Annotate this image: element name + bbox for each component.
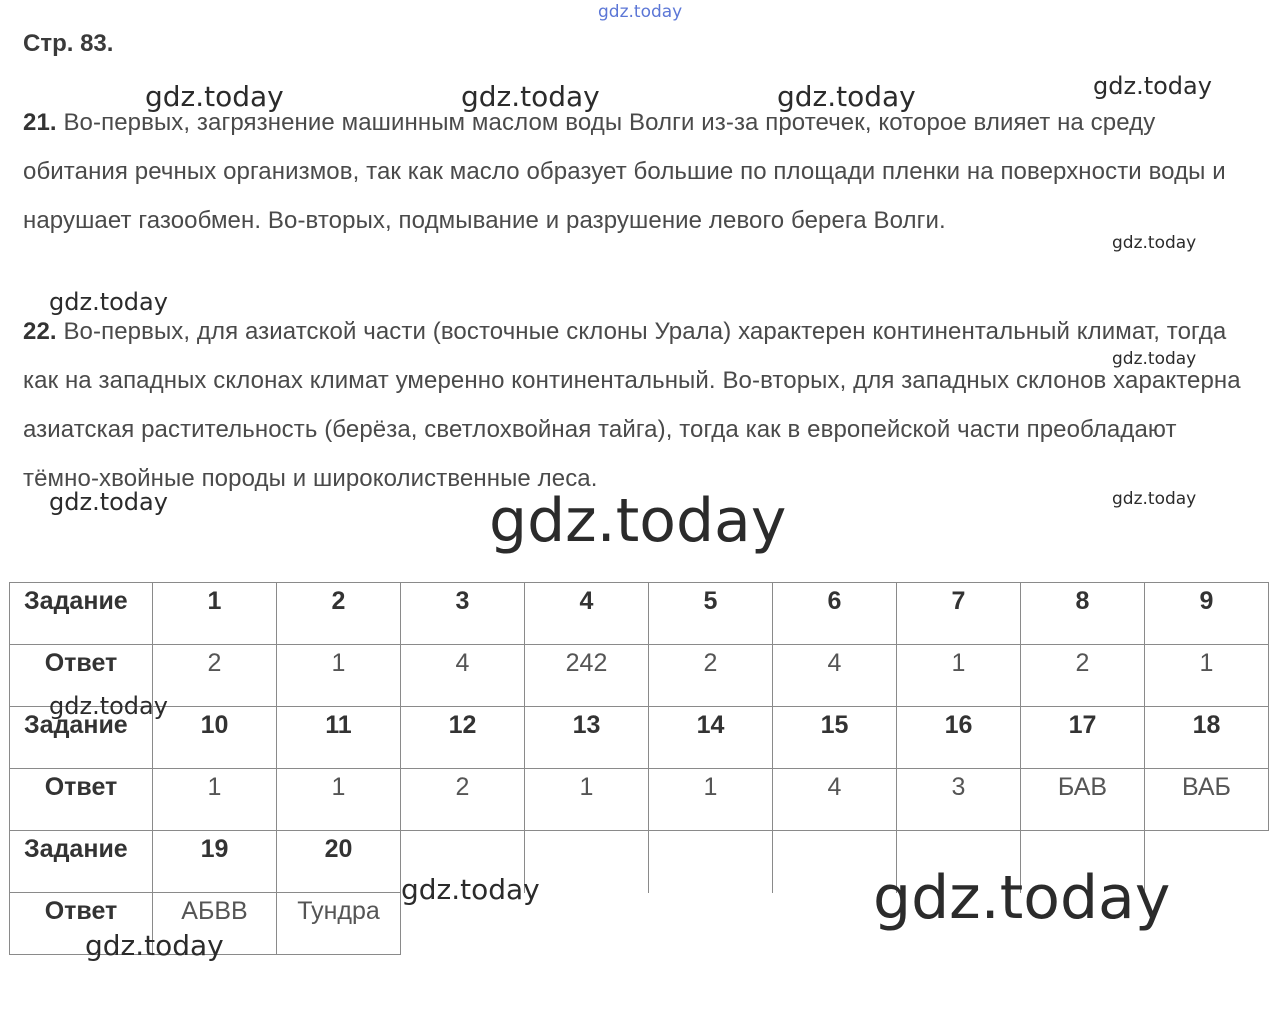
watermark: gdz.today (777, 80, 916, 113)
answer-label-cell: Ответ (10, 645, 153, 707)
answer-value-cell: 2 (1021, 645, 1145, 707)
answer-value-cell: 4 (773, 769, 897, 831)
empty-cell (1021, 893, 1145, 955)
answer-value-cell: 1 (1145, 645, 1269, 707)
task-number-cell: 15 (773, 707, 897, 769)
watermark: gdz.today (49, 692, 168, 720)
watermark: gdz.today (1112, 349, 1197, 369)
answer-text: Во-первых, для азиатской части (восточные склоны Урала) характерен континентальный климат, тогда как на западных склонах климат умеренно континентальный. Во-вторых, для западных склонов характерна азиатская растительность (берёза, светлохвойная тайга), тогда как в европейской части преобладают тёмно-хвойные породы и широколиственные леса. (23, 318, 1241, 492)
empty-cell (1145, 831, 1269, 893)
answer-label-cell: Ответ (10, 769, 153, 831)
watermark: gdz.today (1112, 233, 1197, 253)
watermark: gdz.today (1112, 489, 1197, 509)
answer-value-cell: Тундра (277, 893, 401, 955)
answer-value-cell: 1 (525, 769, 649, 831)
answer-value-cell: 2 (649, 645, 773, 707)
answer-value-cell: АБВВ (153, 893, 277, 955)
empty-cell (897, 831, 1021, 893)
answer-number: 21. (23, 109, 57, 136)
answer-22 (23, 307, 1258, 503)
watermark: gdz.today (49, 488, 168, 516)
answer-value-cell: БАВ (1021, 769, 1145, 831)
answer-value-cell: 1 (277, 645, 401, 707)
task-number-cell: 20 (277, 831, 401, 893)
empty-cell (773, 831, 897, 893)
watermark: gdz.today (1093, 72, 1212, 100)
task-number-cell: 8 (1021, 583, 1145, 645)
task-number-cell: 6 (773, 583, 897, 645)
watermark: gdz.today (85, 929, 224, 962)
task-number-cell: 3 (401, 583, 525, 645)
task-number-cell: 13 (525, 707, 649, 769)
task-number-cell: 10 (153, 707, 277, 769)
answer-value-cell: 2 (153, 645, 277, 707)
answer-value-cell: 1 (649, 769, 773, 831)
task-number-cell: 11 (277, 707, 401, 769)
task-number-cell: 2 (277, 583, 401, 645)
task-number-cell: 9 (1145, 583, 1269, 645)
answer-number: 22. (23, 318, 57, 345)
task-number-cell: 4 (525, 583, 649, 645)
answer-value-cell: 1 (153, 769, 277, 831)
answer-value-cell: ВАБ (1145, 769, 1269, 831)
watermark: gdz.today (49, 288, 168, 316)
answer-value-cell: 4 (773, 645, 897, 707)
task-number-cell: 17 (1021, 707, 1145, 769)
empty-cell (525, 831, 649, 893)
answers-table (9, 582, 1269, 955)
empty-cell (649, 831, 773, 893)
answer-label-cell: Ответ (10, 893, 153, 955)
answer-21 (23, 98, 1258, 245)
answer-value-cell: 1 (277, 769, 401, 831)
answer-value-cell: 4 (401, 645, 525, 707)
watermark: gdz.today (401, 873, 540, 906)
watermark: gdz.today (489, 486, 787, 556)
answer-value-cell: 2 (401, 769, 525, 831)
task-number-cell: 19 (153, 831, 277, 893)
task-number-cell: 16 (897, 707, 1021, 769)
answer-value-cell: 242 (525, 645, 649, 707)
task-label-cell: Задание (10, 707, 153, 769)
empty-cell (897, 893, 1021, 955)
answer-value-cell: 1 (897, 645, 1021, 707)
task-number-cell: 5 (649, 583, 773, 645)
empty-cell (401, 831, 525, 893)
watermark-top: gdz.today (598, 2, 683, 22)
empty-cell (1021, 831, 1145, 893)
empty-cell (773, 893, 897, 955)
task-number-cell: 12 (401, 707, 525, 769)
page-title: Стр. 83. (23, 30, 114, 57)
empty-cell (1145, 893, 1269, 955)
task-label-cell: Задание (10, 583, 153, 645)
empty-cell (401, 893, 525, 955)
answer-value-cell: 3 (897, 769, 1021, 831)
task-number-cell: 7 (897, 583, 1021, 645)
watermark: gdz.today (873, 863, 1171, 933)
watermark: gdz.today (145, 80, 284, 113)
empty-cell (525, 893, 649, 955)
empty-cell (649, 893, 773, 955)
task-number-cell: 18 (1145, 707, 1269, 769)
watermark: gdz.today (461, 80, 600, 113)
answer-text: Во-первых, загрязнение машинным маслом воды Волги из-за протечек, которое влияет на среду обитания речных организмов, так как масло образует большие по площади пленки на поверхности воды и нарушает газообмен. Во-вторых, подмывание и разрушение левого берега Волги. (23, 109, 1226, 234)
task-number-cell: 14 (649, 707, 773, 769)
task-number-cell: 1 (153, 583, 277, 645)
task-label-cell: Задание (10, 831, 153, 893)
